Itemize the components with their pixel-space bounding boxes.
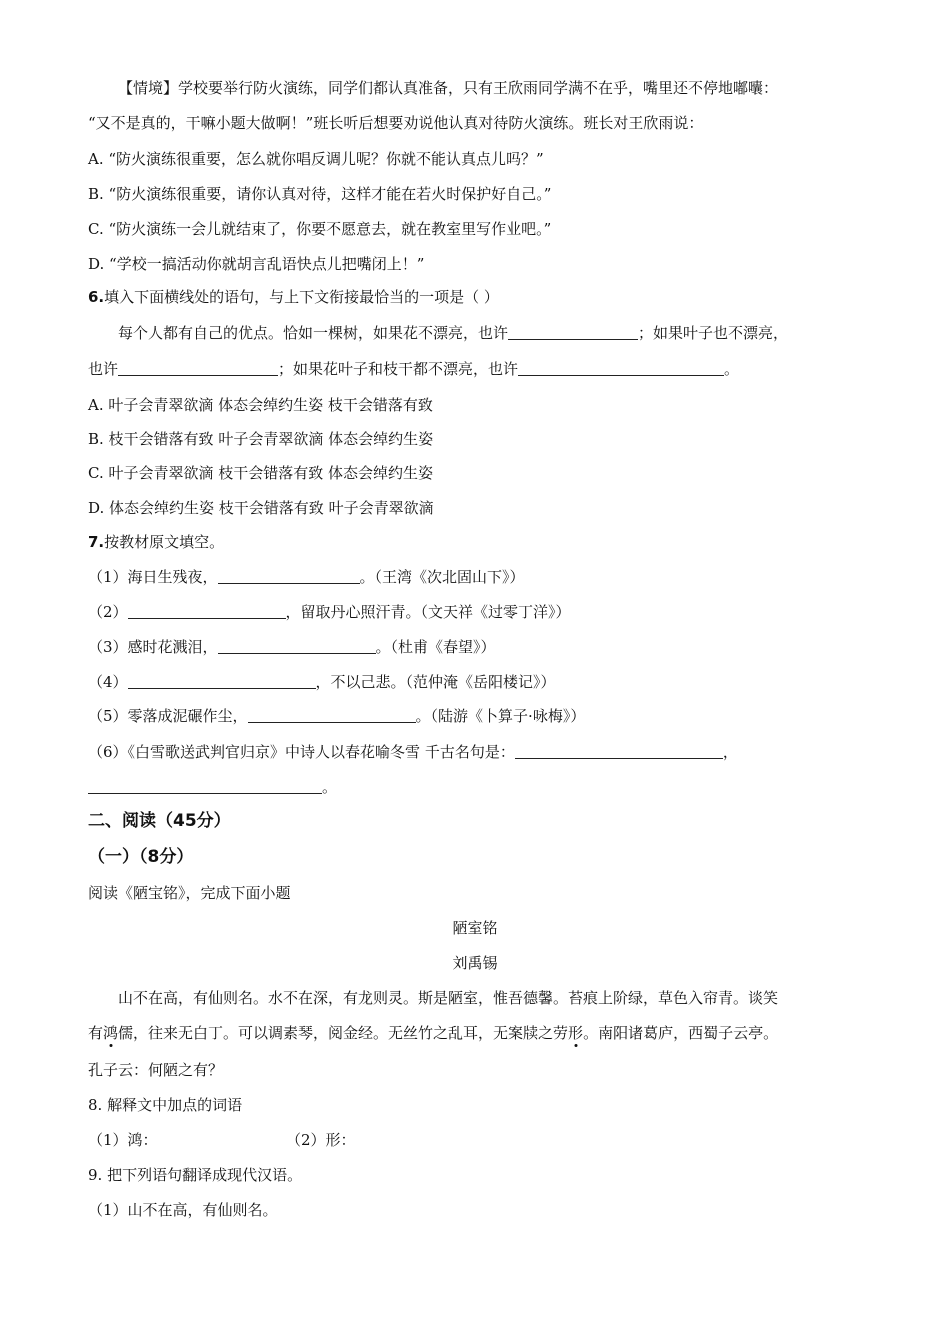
context-label: 【情境】 <box>118 79 179 97</box>
q9-item-1: （1）山不在高，有仙则名。 <box>88 1201 278 1219</box>
q7-item-5-post: 。（陆游《卜算子·咏梅》） <box>415 707 586 725</box>
q6-stem-text: 填入下面横线处的语句，与上下文衔接最恰当的一项是（ ） <box>104 288 499 306</box>
answer-blank[interactable] <box>515 742 723 759</box>
answer-blank[interactable] <box>508 323 638 340</box>
q7-item-6 <box>88 741 738 763</box>
answer-blank[interactable] <box>128 672 316 689</box>
poem-line-2a: 有 <box>88 1024 104 1042</box>
q7-item-6-text: （6）《白雪歌送武判官归京》中诗人以春花喻冬雪 千古名句是： <box>88 743 515 761</box>
poem-line-2c: 。南阳诸葛庐，西蜀子云亭。 <box>583 1024 779 1042</box>
q6-stem <box>88 286 499 308</box>
q7-item-2-pre: （2） <box>88 603 128 621</box>
q6-option-a: A. 叶子会青翠欲滴 体态会绰约生姿 枝干会错落有致 <box>88 396 433 414</box>
answer-blank[interactable] <box>218 637 376 654</box>
poem-line-3: 孔子云：何陋之有？ <box>88 1061 224 1079</box>
q7-stem <box>88 531 224 553</box>
answer-blank[interactable] <box>128 602 286 619</box>
q7-item-1-post: 。（王湾《次北固山下》） <box>359 568 525 586</box>
q6-option-d: D. 体态会绰约生姿 枝干会错落有致 叶子会青翠欲滴 <box>88 499 434 517</box>
section-title: 二、阅读（45分） <box>88 811 231 831</box>
q7-item-2 <box>88 601 571 623</box>
q7-item-3-post: 。（杜甫《春望》） <box>375 638 496 656</box>
q7-item-4-post: ，不以己悲。（范仲淹《岳阳楼记》） <box>315 673 556 691</box>
q7-item-3 <box>88 636 496 658</box>
poem-line-2b: 儒，往来无白丁。可以调素琴，阅金经。无丝竹之乱耳，无案牍之劳 <box>118 1024 569 1042</box>
q6-passage-2b: ；如果花叶子和枝干都不漂亮，也许 <box>278 360 519 378</box>
q7-item-5 <box>88 705 585 727</box>
q5-option-d: D. “学校一搞活动你就胡言乱语快点儿把嘴闭上！” <box>88 255 425 273</box>
q6-number: 6. <box>88 288 105 306</box>
reading-instruction: 阅读《陋宝铭》，完成下面小题 <box>88 884 291 902</box>
q7-item-1-pre: （1）海日生残夜， <box>88 568 218 586</box>
q8-item-2: （2）形： <box>286 1131 356 1149</box>
q6-passage-1b: ；如果叶子也不漂亮， <box>638 324 789 342</box>
q7-item-6-cont <box>88 776 337 798</box>
q7-item-5-pre: （5）零落成泥碾作尘， <box>88 707 248 725</box>
q7-stem-text: 按教材原文填空。 <box>104 533 225 551</box>
q6-passage-1a: 每个人都有自己的优点。恰如一棵树，如果花不漂亮，也许 <box>118 324 509 342</box>
poem-line-2 <box>88 1022 778 1044</box>
poem-line-1: 山不在高，有仙则名。水不在深，有龙则灵。斯是陋室，惟吾德馨。苔痕上阶绿，草色入帘青。谈笑 <box>118 989 779 1007</box>
dotted-word-xing: 形 <box>568 1024 584 1042</box>
q8-item-1: （1）鸿： <box>88 1131 158 1149</box>
context-text: 学校要举行防火演练，同学们都认真准备，只有王欣雨同学满不在乎，嘴里还不停地嘟囔： <box>178 79 779 97</box>
q8-stem: 8. 解释文中加点的词语 <box>88 1096 243 1114</box>
q6-option-c: C. 叶子会青翠欲滴 枝干会错落有致 体态会绰约生姿 <box>88 464 434 482</box>
q7-item-1 <box>88 566 525 588</box>
answer-blank[interactable] <box>218 567 360 584</box>
q7-item-6-comma: ， <box>722 743 738 761</box>
poem-author: 刘禹锡 <box>452 954 498 972</box>
q5-option-b: B. “防火演练很重要，请你认真对待，这样才能在若火时保护好自己。” <box>88 185 552 203</box>
q6-passage-line-1 <box>118 322 788 344</box>
q7-item-6-end: 。 <box>322 778 338 796</box>
poem-title: 陋室铭 <box>452 919 498 937</box>
dotted-word-hong: 鸿 <box>103 1024 119 1042</box>
q7-number: 7. <box>88 533 105 551</box>
answer-blank[interactable] <box>248 706 416 723</box>
q6-passage-2a: 也许 <box>88 360 119 378</box>
q9-stem: 9. 把下列语句翻译成现代汉语。 <box>88 1166 303 1184</box>
part-title: （一）（8分） <box>88 847 194 867</box>
q6-passage-line-2 <box>88 358 739 380</box>
q5-context-line-1 <box>118 77 778 99</box>
q7-item-2-post: ，留取丹心照汗青。（文天祥《过零丁洋》） <box>285 603 571 621</box>
answer-blank[interactable] <box>518 359 724 376</box>
q7-item-4-pre: （4） <box>88 673 128 691</box>
answer-blank[interactable] <box>88 777 322 794</box>
q7-item-3-pre: （3）感时花溅泪， <box>88 638 218 656</box>
q5-option-a: A. “防火演练很重要，怎么就你唱反调儿呢？你就不能认真点儿吗？” <box>88 150 544 168</box>
q6-option-b: B. 枝干会错落有致 叶子会青翠欲滴 体态会绰约生姿 <box>88 430 434 448</box>
q5-context-line-2: “又不是真的，干嘛小题大做啊！”班长听后想要劝说他认真对待防火演练。班长对王欣雨说： <box>88 114 704 132</box>
q5-option-c: C. “防火演练一会儿就结束了，你要不愿意去，就在教室里写作业吧。” <box>88 220 552 238</box>
q7-item-4 <box>88 671 556 693</box>
answer-blank[interactable] <box>118 359 278 376</box>
q6-passage-2c: 。 <box>724 360 740 378</box>
